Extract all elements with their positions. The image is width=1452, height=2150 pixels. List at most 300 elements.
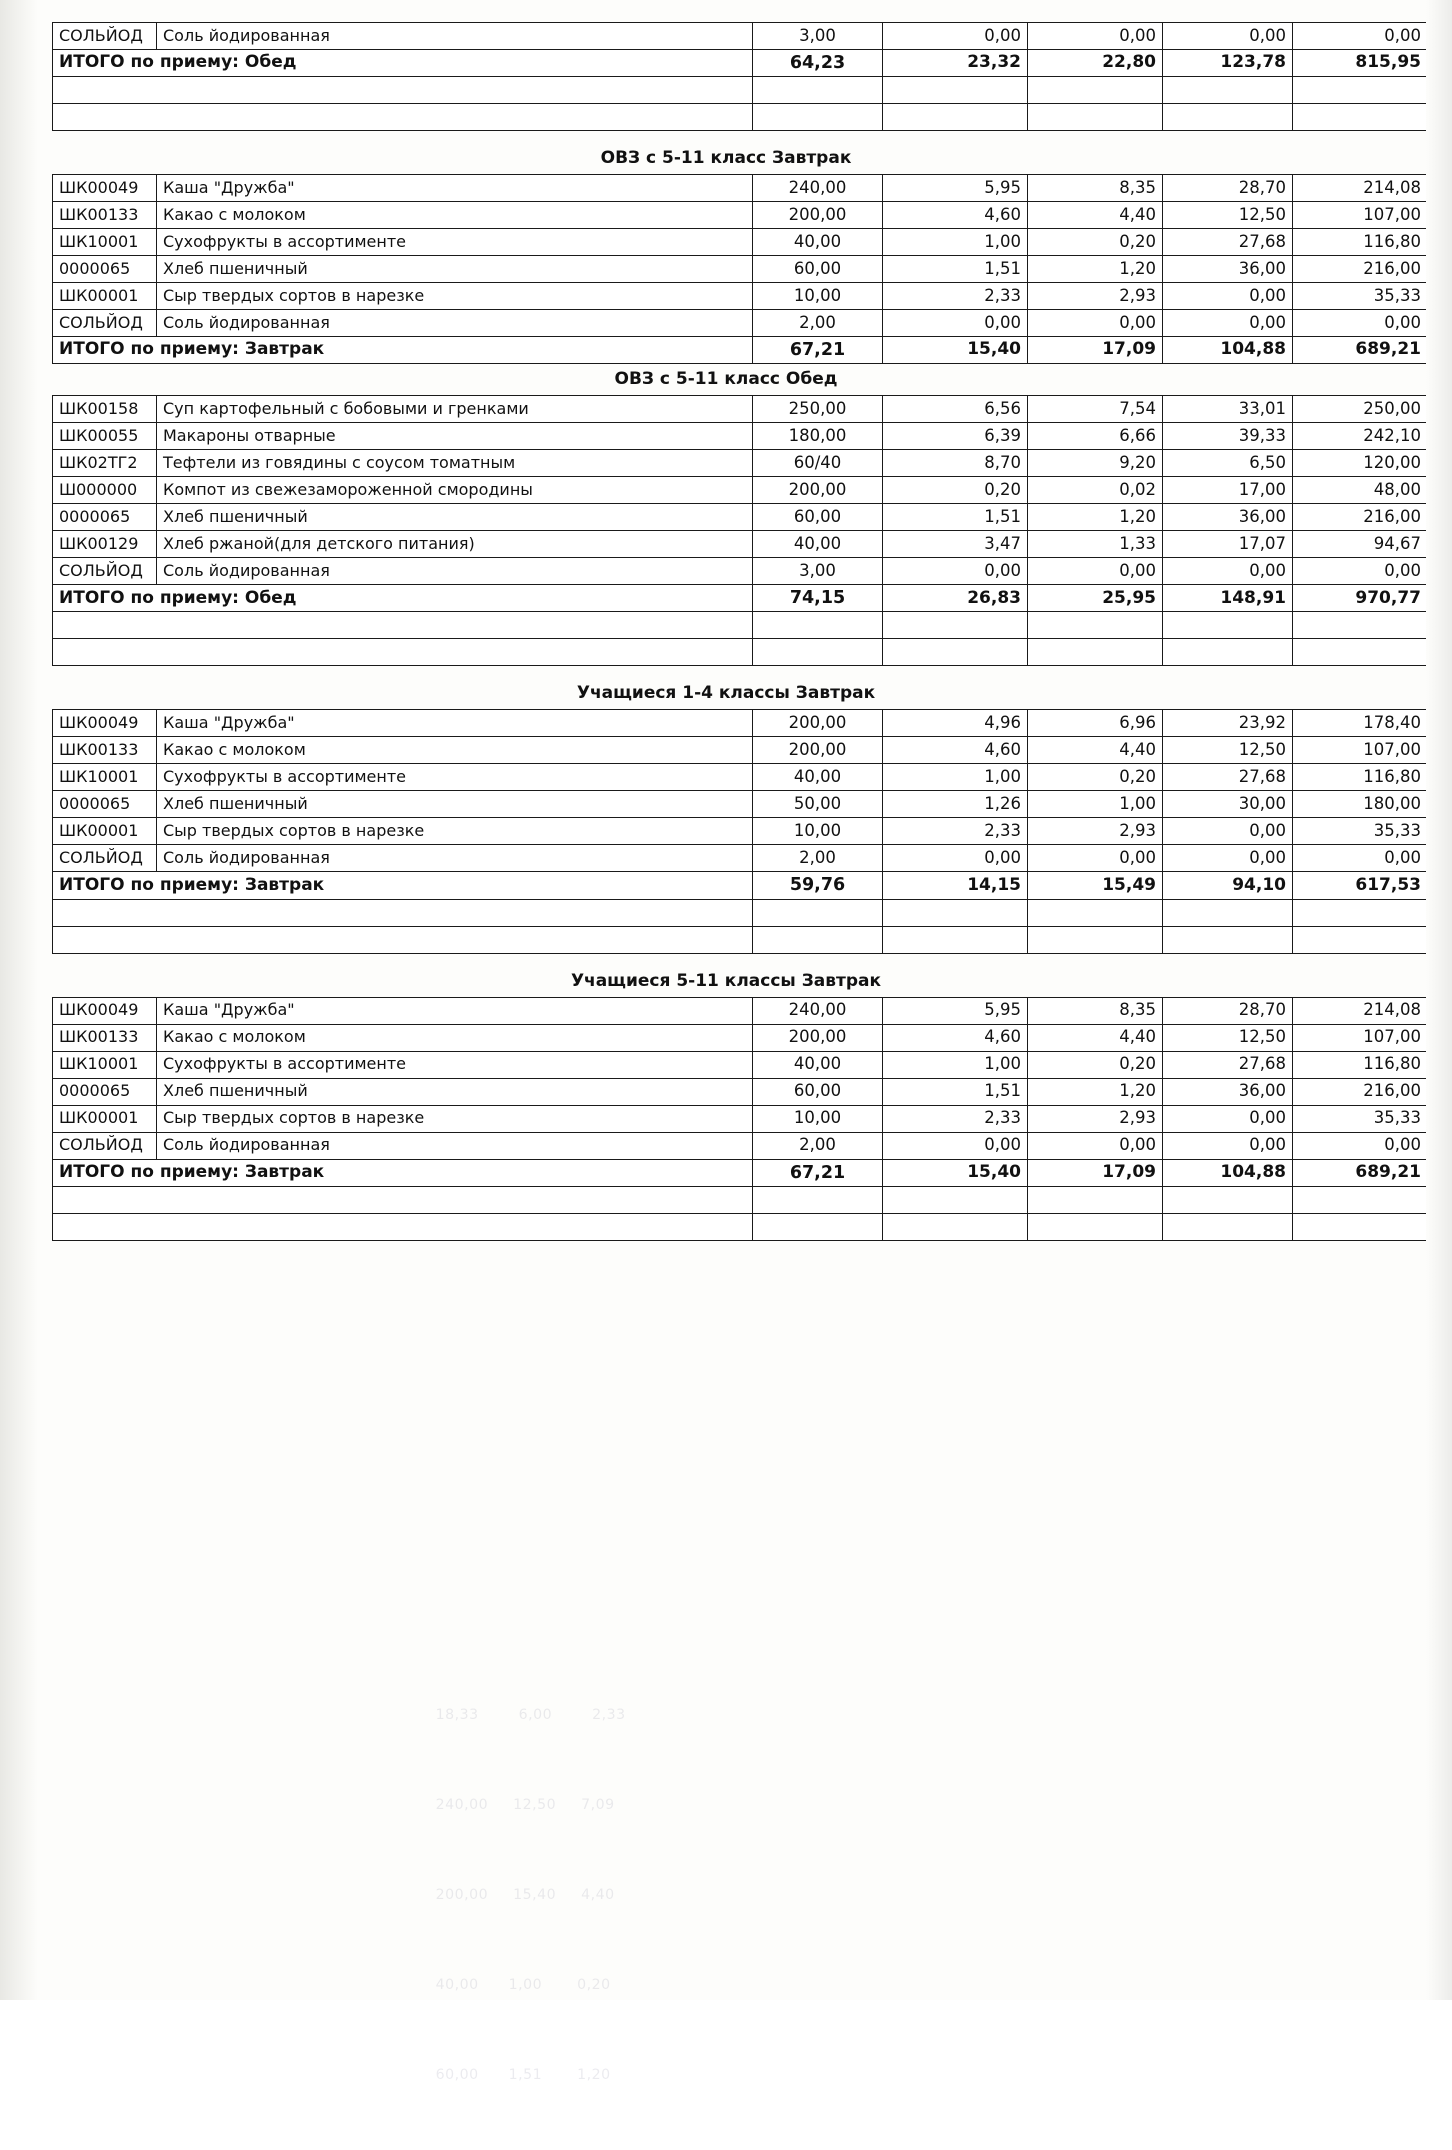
menu-table-sheet [52,22,1421,1253]
section-gap [52,1241,1400,1253]
dish-code: СОЛЬЙОД [53,1132,157,1159]
dish-fats: 0,00 [1028,845,1163,872]
blank-cell [1163,899,1293,926]
dish-name: Соль йодированная [157,23,753,50]
dish-calories: 35,33 [1293,283,1428,310]
dish-fats: 0,20 [1028,1051,1163,1078]
blank-row [53,1186,1428,1213]
dish-calories: 116,80 [1293,1051,1428,1078]
section-title: Учащиеся 1-4 классы Завтрак [576,683,876,704]
dish-carbs: 0,00 [1163,310,1293,337]
table-row [53,310,1428,337]
blank-cell [1293,104,1428,131]
blank-cell [53,612,753,639]
blank-cell [1293,1186,1428,1213]
dish-fats: 0,20 [1028,764,1163,791]
table-row [53,710,1428,737]
total-proteins: 26,83 [883,585,1028,612]
continuation-table [52,22,1428,131]
dish-calories: 94,67 [1293,531,1428,558]
blank-cell [1028,1186,1163,1213]
dish-output: 250,00 [753,396,883,423]
dish-carbs: 0,00 [1163,1105,1293,1132]
total-output: 59,76 [753,872,883,899]
dish-proteins: 6,39 [883,423,1028,450]
dish-proteins: 1,51 [883,504,1028,531]
dish-carbs: 12,50 [1163,737,1293,764]
dish-fats: 2,93 [1028,1105,1163,1132]
table-row [53,229,1428,256]
dish-calories: 107,00 [1293,737,1428,764]
dish-code: ШК00158 [53,396,157,423]
blank-cell [753,926,883,953]
dish-code: 0000065 [53,256,157,283]
bleed-through-artifact: 18,33 6,00 2,33 240,00 12,50 7,09 200,00 15,40 4,40 40,00 1,00 0,20 60,00 1,51 1,20 [435,1707,626,2083]
total-calories: 815,95 [1293,50,1428,77]
dish-name: Сыр твердых сортов в нарезке [157,818,753,845]
table-row [53,1078,1428,1105]
dish-carbs: 0,00 [1163,283,1293,310]
dish-fats: 0,00 [1028,1132,1163,1159]
dish-output: 200,00 [753,737,883,764]
total-proteins: 23,32 [883,50,1028,77]
dish-carbs: 27,68 [1163,764,1293,791]
dish-code: ШК00049 [53,710,157,737]
blank-row [53,926,1428,953]
dish-carbs: 36,00 [1163,504,1293,531]
dish-output: 60,00 [753,1078,883,1105]
blank-cell [883,926,1028,953]
blank-cell [883,639,1028,666]
dish-proteins: 1,51 [883,256,1028,283]
dish-name: Компот из свежезамороженной смородины [157,477,753,504]
dish-fats: 6,96 [1028,710,1163,737]
dish-code: ШК00133 [53,737,157,764]
dish-name: Каша "Дружба" [157,175,753,202]
dish-output: 10,00 [753,283,883,310]
dish-calories: 214,08 [1293,997,1428,1024]
dish-carbs: 0,00 [1163,558,1293,585]
dish-calories: 0,00 [1293,1132,1428,1159]
blank-cell [883,1213,1028,1240]
blank-cell [1028,77,1163,104]
dish-name: Соль йодированная [157,310,753,337]
blank-cell [53,1213,753,1240]
dish-calories: 216,00 [1293,504,1428,531]
dish-proteins: 5,95 [883,175,1028,202]
total-carbs: 104,88 [1163,337,1293,364]
dish-carbs: 36,00 [1163,1078,1293,1105]
total-label: ИТОГО по приему: Завтрак [53,337,753,364]
table-row [53,791,1428,818]
dish-name: Какао с молоком [157,202,753,229]
dish-name: Соль йодированная [157,558,753,585]
section-title: ОВЗ с 5-11 класс Обед [614,369,838,390]
dish-code: ШК10001 [53,1051,157,1078]
dish-fats: 0,00 [1028,558,1163,585]
dish-name: Каша "Дружба" [157,710,753,737]
total-fats: 17,09 [1028,337,1163,364]
blank-cell [883,1186,1028,1213]
dish-proteins: 0,00 [883,310,1028,337]
blank-cell [53,639,753,666]
table-row [53,450,1428,477]
blank-cell [1163,612,1293,639]
dish-output: 3,00 [753,558,883,585]
dish-name: Хлеб пшеничный [157,504,753,531]
dish-output: 60/40 [753,450,883,477]
dish-output: 40,00 [753,764,883,791]
dish-output: 40,00 [753,1051,883,1078]
section-title: ОВЗ с 5-11 класс Завтрак [600,148,852,169]
blank-cell [53,77,753,104]
blank-row [53,612,1428,639]
dish-proteins: 4,60 [883,202,1028,229]
dish-code: СОЛЬЙОД [53,23,157,50]
table-row [53,256,1428,283]
total-fats: 22,80 [1028,50,1163,77]
total-carbs: 104,88 [1163,1159,1293,1186]
blank-row [53,899,1428,926]
dish-calories: 0,00 [1293,558,1428,585]
total-fats: 17,09 [1028,1159,1163,1186]
dish-fats: 4,40 [1028,202,1163,229]
dish-carbs: 17,07 [1163,531,1293,558]
dish-proteins: 2,33 [883,818,1028,845]
blank-cell [1293,612,1428,639]
dish-carbs: 0,00 [1163,845,1293,872]
dish-output: 50,00 [753,791,883,818]
blank-cell [1163,639,1293,666]
dish-name: Суп картофельный с бобовыми и гренками [157,396,753,423]
dish-carbs: 0,00 [1163,1132,1293,1159]
dish-output: 2,00 [753,310,883,337]
dish-code: ШК02ТГ2 [53,450,157,477]
dish-fats: 8,35 [1028,175,1163,202]
dish-proteins: 0,00 [883,558,1028,585]
blank-cell [1028,899,1163,926]
blank-cell [1293,639,1428,666]
dish-fats: 1,20 [1028,256,1163,283]
dish-calories: 116,80 [1293,229,1428,256]
section-table [52,174,1428,364]
table-row [53,531,1428,558]
dish-fats: 4,40 [1028,737,1163,764]
blank-cell [883,612,1028,639]
dish-calories: 0,00 [1293,23,1428,50]
dish-output: 10,00 [753,1105,883,1132]
dish-carbs: 0,00 [1163,23,1293,50]
blank-row [53,639,1428,666]
dish-output: 180,00 [753,423,883,450]
dish-name: Сухофрукты в ассортименте [157,764,753,791]
dish-proteins: 5,95 [883,997,1028,1024]
blank-cell [753,899,883,926]
table-row [53,396,1428,423]
total-output: 74,15 [753,585,883,612]
blank-cell [1293,1213,1428,1240]
dish-proteins: 1,51 [883,1078,1028,1105]
dish-carbs: 27,68 [1163,1051,1293,1078]
dish-code: ШК10001 [53,764,157,791]
blank-cell [1028,926,1163,953]
total-calories: 689,21 [1293,1159,1428,1186]
dish-name: Сыр твердых сортов в нарезке [157,1105,753,1132]
dish-proteins: 1,00 [883,764,1028,791]
table-row [53,1051,1428,1078]
table-total-row [53,585,1428,612]
total-fats: 25,95 [1028,585,1163,612]
dish-name: Сухофрукты в ассортименте [157,229,753,256]
dish-proteins: 1,00 [883,1051,1028,1078]
dish-output: 10,00 [753,818,883,845]
table-row [53,423,1428,450]
dish-proteins: 8,70 [883,450,1028,477]
dish-name: Сыр твердых сортов в нарезке [157,283,753,310]
dish-code: ШК00001 [53,283,157,310]
dish-output: 2,00 [753,845,883,872]
dish-fats: 9,20 [1028,450,1163,477]
blank-cell [753,639,883,666]
dish-code: СОЛЬЙОД [53,310,157,337]
blank-cell [883,899,1028,926]
table-row [53,1024,1428,1051]
dish-calories: 214,08 [1293,175,1428,202]
dish-output: 3,00 [753,23,883,50]
blank-cell [53,899,753,926]
total-label: ИТОГО по приему: Обед [53,585,753,612]
dish-fats: 6,66 [1028,423,1163,450]
blank-cell [753,77,883,104]
dish-calories: 35,33 [1293,1105,1428,1132]
dish-carbs: 39,33 [1163,423,1293,450]
blank-row [53,77,1428,104]
dish-proteins: 0,00 [883,23,1028,50]
dish-name: Какао с молоком [157,737,753,764]
blank-cell [1028,1213,1163,1240]
dish-fats: 0,20 [1028,229,1163,256]
table-total-row [53,50,1428,77]
dish-code: ШК00001 [53,818,157,845]
section-table [52,395,1428,666]
dish-fats: 8,35 [1028,997,1163,1024]
total-fats: 15,49 [1028,872,1163,899]
table-row [53,1105,1428,1132]
table-row [53,504,1428,531]
table-row [53,997,1428,1024]
dish-calories: 0,00 [1293,310,1428,337]
dish-proteins: 4,60 [883,1024,1028,1051]
table-row [53,175,1428,202]
sections-container [52,143,1421,1253]
dish-output: 240,00 [753,175,883,202]
total-output: 67,21 [753,337,883,364]
dish-code: ШК10001 [53,229,157,256]
blank-cell [753,1213,883,1240]
dish-name: Соль йодированная [157,1132,753,1159]
dish-fats: 1,33 [1028,531,1163,558]
dish-proteins: 2,33 [883,1105,1028,1132]
table-row [53,845,1428,872]
dish-name: Макароны отварные [157,423,753,450]
total-label: ИТОГО по приему: Обед [53,50,753,77]
dish-calories: 35,33 [1293,818,1428,845]
dish-code: СОЛЬЙОД [53,558,157,585]
dish-proteins: 0,00 [883,1132,1028,1159]
table-row [53,558,1428,585]
blank-cell [883,77,1028,104]
dish-calories: 216,00 [1293,1078,1428,1105]
dish-output: 40,00 [753,229,883,256]
dish-carbs: 6,50 [1163,450,1293,477]
dish-code: 0000065 [53,1078,157,1105]
blank-cell [1028,104,1163,131]
blank-cell [1293,926,1428,953]
total-label: ИТОГО по приему: Завтрак [53,872,753,899]
dish-proteins: 2,33 [883,283,1028,310]
total-calories: 970,77 [1293,585,1428,612]
blank-cell [53,1186,753,1213]
dish-fats: 0,00 [1028,310,1163,337]
dish-name: Тефтели из говядины с соусом томатным [157,450,753,477]
table-row [53,1132,1428,1159]
dish-code: ШК00133 [53,202,157,229]
table-row [53,283,1428,310]
table-row [53,202,1428,229]
dish-output: 60,00 [753,256,883,283]
dish-output: 240,00 [753,997,883,1024]
blank-cell [1028,639,1163,666]
dish-output: 60,00 [753,504,883,531]
dish-calories: 116,80 [1293,764,1428,791]
dish-code: ШК00001 [53,1105,157,1132]
blank-cell [753,612,883,639]
dish-proteins: 6,56 [883,396,1028,423]
total-proteins: 14,15 [883,872,1028,899]
dish-calories: 216,00 [1293,256,1428,283]
dish-carbs: 12,50 [1163,1024,1293,1051]
section-table [52,709,1428,953]
dish-fats: 1,00 [1028,791,1163,818]
dish-fats: 0,02 [1028,477,1163,504]
dish-code: Ш000000 [53,477,157,504]
blank-cell [1028,612,1163,639]
dish-carbs: 33,01 [1163,396,1293,423]
dish-carbs: 28,70 [1163,997,1293,1024]
blank-row [53,1213,1428,1240]
blank-cell [1293,77,1428,104]
table-row [53,737,1428,764]
section-title: Учащиеся 5-11 классы Завтрак [570,970,882,991]
dish-output: 200,00 [753,710,883,737]
dish-fats: 0,00 [1028,23,1163,50]
table-row [53,764,1428,791]
blank-cell [1293,899,1428,926]
blank-cell [53,926,753,953]
total-proteins: 15,40 [883,1159,1028,1186]
blank-row [53,104,1428,131]
dish-proteins: 4,96 [883,710,1028,737]
dish-output: 40,00 [753,531,883,558]
dish-code: ШК00133 [53,1024,157,1051]
dish-code: ШК00049 [53,997,157,1024]
section-gap [52,131,1400,143]
dish-proteins: 3,47 [883,531,1028,558]
section-table [52,997,1428,1241]
dish-proteins: 0,20 [883,477,1028,504]
blank-cell [753,104,883,131]
dish-carbs: 0,00 [1163,818,1293,845]
dish-code: СОЛЬЙОД [53,845,157,872]
dish-proteins: 1,00 [883,229,1028,256]
total-carbs: 94,10 [1163,872,1293,899]
table-row [53,477,1428,504]
table-row [53,818,1428,845]
section-gap [52,666,1400,678]
dish-fats: 2,93 [1028,818,1163,845]
dish-output: 200,00 [753,1024,883,1051]
dish-code: ШК00129 [53,531,157,558]
dish-code: ШК00055 [53,423,157,450]
blank-cell [1163,1186,1293,1213]
dish-name: Сухофрукты в ассортименте [157,1051,753,1078]
total-carbs: 148,91 [1163,585,1293,612]
dish-fats: 7,54 [1028,396,1163,423]
dish-carbs: 12,50 [1163,202,1293,229]
dish-carbs: 27,68 [1163,229,1293,256]
dish-proteins: 4,60 [883,737,1028,764]
table-total-row [53,1159,1428,1186]
dish-fats: 1,20 [1028,1078,1163,1105]
blank-cell [1163,104,1293,131]
dish-name: Хлеб пшеничный [157,791,753,818]
blank-cell [1163,77,1293,104]
total-calories: 617,53 [1293,872,1428,899]
dish-calories: 48,00 [1293,477,1428,504]
dish-output: 200,00 [753,202,883,229]
dish-carbs: 17,00 [1163,477,1293,504]
dish-code: 0000065 [53,791,157,818]
table-total-row [53,337,1428,364]
blank-cell [883,104,1028,131]
total-carbs: 123,78 [1163,50,1293,77]
total-calories: 689,21 [1293,337,1428,364]
blank-cell [53,104,753,131]
dish-name: Хлеб пшеничный [157,256,753,283]
dish-code: 0000065 [53,504,157,531]
blank-cell [1163,1213,1293,1240]
total-output: 67,21 [753,1159,883,1186]
dish-calories: 180,00 [1293,791,1428,818]
table-total-row [53,872,1428,899]
dish-calories: 120,00 [1293,450,1428,477]
dish-carbs: 30,00 [1163,791,1293,818]
dish-fats: 2,93 [1028,283,1163,310]
dish-name: Хлеб пшеничный [157,1078,753,1105]
blank-cell [753,1186,883,1213]
dish-carbs: 23,92 [1163,710,1293,737]
dish-name: Какао с молоком [157,1024,753,1051]
dish-proteins: 1,26 [883,791,1028,818]
dish-carbs: 36,00 [1163,256,1293,283]
dish-calories: 242,10 [1293,423,1428,450]
table-row [53,23,1428,50]
dish-name: Соль йодированная [157,845,753,872]
blank-cell [1163,926,1293,953]
total-proteins: 15,40 [883,337,1028,364]
dish-fats: 4,40 [1028,1024,1163,1051]
total-output: 64,23 [753,50,883,77]
